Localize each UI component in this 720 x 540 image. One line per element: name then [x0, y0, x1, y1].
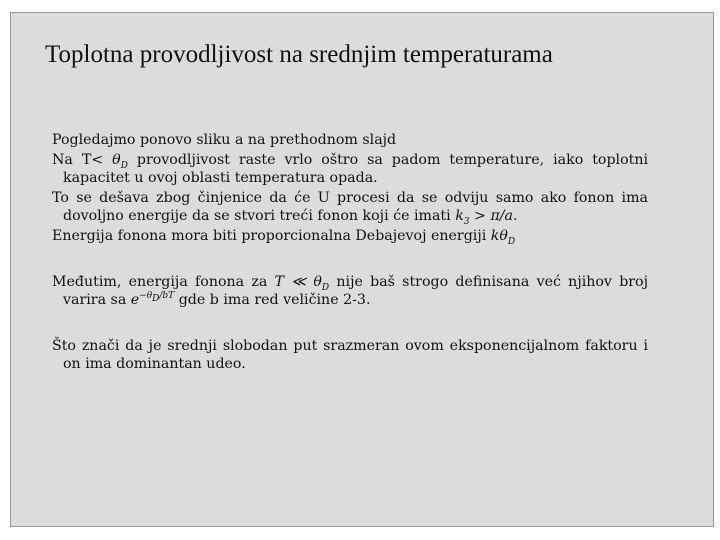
- paragraph-5-post: nije baš strogo definisana već njihov broj varira sa: [63, 274, 649, 308]
- exp-sup-post: /bT: [159, 291, 175, 302]
- theta: θ: [112, 152, 121, 168]
- paragraph-2-post: provodljivost raste vrlo oštro sa padom temperature, iako toplotni kapacitet u ovoj oblasti temperatura opada.: [63, 152, 648, 186]
- k-theta-sub: D: [507, 236, 516, 247]
- paragraph-2: [52, 151, 648, 187]
- paragraph-5-tail: gde b ima red veličine 2-3.: [174, 292, 371, 308]
- exp-superscript: [139, 291, 175, 305]
- paragraph-3: [52, 189, 648, 225]
- slide: [10, 12, 714, 527]
- paragraph-2-pre: Na T<: [52, 152, 113, 168]
- theta-d-symbol: [112, 152, 128, 171]
- k-symbol: k: [455, 208, 464, 224]
- spacer: [52, 311, 648, 337]
- paragraph-3-post: .: [513, 208, 518, 224]
- k3-expression: [455, 208, 514, 227]
- slide-body: [52, 131, 648, 375]
- t-less-theta: T ≪ θ: [274, 274, 322, 290]
- paragraph-5: [52, 273, 648, 309]
- exp-sup-sub: D: [152, 294, 160, 305]
- exp-sup-theta: −θ: [139, 291, 153, 302]
- paragraph-4-pre: Energija fonona mora biti proporcionalna Debajevoj energiji: [52, 228, 491, 244]
- paragraph-1: [52, 131, 648, 149]
- paragraph-4: [52, 227, 648, 245]
- paragraph-5-pre: Međutim, energija fonona za: [52, 274, 275, 290]
- k-sub: 3: [463, 216, 470, 227]
- theta-sub: D: [120, 160, 128, 171]
- paragraph-3-pre: To se dešava zbog činjenice da će U procesi da se odviju samo ako fonon ima dovoljno energije da se stvori treći fonon koji će imati: [52, 190, 648, 224]
- paragraph-1-text: Pogledajmo ponovo sliku a na prethodnom slajd: [52, 132, 397, 148]
- k-theta: kθ: [490, 228, 508, 244]
- k3-rhs: > π/a: [469, 208, 514, 224]
- k-theta-d-expression: [490, 228, 516, 247]
- t-much-less-theta-d: [274, 274, 330, 293]
- exp-base: e: [130, 292, 140, 308]
- paragraph-6-text: Što znači da je srednji slobodan put srazmeran ovom eksponencijalnom faktoru i on ima dominantan udeo.: [52, 338, 648, 372]
- paragraph-6: [52, 337, 648, 373]
- t-less-theta-sub: D: [321, 282, 330, 293]
- slide-title: Toplotna provodljivost na srednjim temperaturama: [45, 41, 553, 68]
- exponential-expression: [131, 292, 174, 308]
- spacer: [52, 247, 648, 273]
